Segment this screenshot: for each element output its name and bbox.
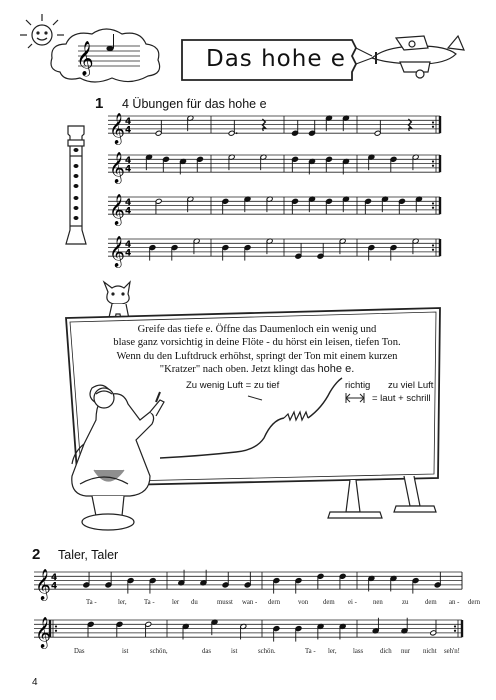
lyric-syllable: zu bbox=[402, 599, 409, 606]
board-line-3: Wenn du den Luftdruck erhöhst, springt der Ton mit einem kurzen bbox=[116, 350, 398, 362]
lyric-syllable: lass bbox=[353, 648, 364, 655]
treble-clef-icon: 𝄞 bbox=[109, 113, 125, 145]
lyric-syllable: ist bbox=[122, 648, 129, 655]
lyric-syllable: an - bbox=[449, 599, 460, 606]
lyric-syllable: ist bbox=[231, 648, 238, 655]
lyric-syllable: musst bbox=[217, 599, 233, 606]
lyric-syllable: das bbox=[202, 648, 212, 655]
lyric-syllable: dich bbox=[380, 648, 392, 655]
lyric-syllable: seh'n! bbox=[444, 648, 460, 655]
lyric-syllable: ler bbox=[172, 599, 180, 606]
lyric-syllable: dern bbox=[468, 599, 481, 606]
board-explanation bbox=[98, 323, 416, 376]
lyric-syllable: ler, bbox=[328, 648, 337, 655]
label-too-much-air: zu viel Luft bbox=[388, 380, 434, 391]
treble-clef-icon: 𝄞 bbox=[35, 569, 51, 601]
page-title: Das hohe e bbox=[206, 46, 346, 72]
lyric-syllable: dem bbox=[323, 599, 335, 606]
lyric-syllable: nen bbox=[373, 599, 383, 606]
time-signature: 4 bbox=[125, 240, 132, 251]
section-2-title: Taler, Taler bbox=[58, 548, 119, 562]
section-1-number: 1 bbox=[95, 95, 104, 112]
treble-clef-icon: 𝄞 bbox=[76, 41, 94, 76]
lyric-syllable: von bbox=[298, 599, 309, 606]
lyric-syllable: wan - bbox=[242, 599, 258, 606]
lyric-syllable: nicht bbox=[423, 648, 437, 655]
board-line-4 bbox=[98, 363, 416, 376]
board-line-2: blase ganz vorsichtig in deine Flöte - du hörst ein leisen, tiefen Ton. bbox=[113, 337, 401, 349]
board-line-4-text: "Kratzer" nach oben. Jetzt klingt das bbox=[159, 363, 315, 375]
lyric-syllable: ei - bbox=[348, 599, 357, 606]
lyric-syllable: Ta - bbox=[86, 599, 97, 606]
lyric-syllable: Das bbox=[74, 648, 85, 655]
time-signature: 4 bbox=[51, 581, 58, 592]
treble-clef-icon: 𝄞 bbox=[109, 194, 125, 226]
lyric-syllable: Ta - bbox=[305, 648, 316, 655]
label-loud-shrill: = laut + schrill bbox=[372, 393, 431, 404]
lyric-syllable: schön, bbox=[150, 648, 168, 655]
section-1-title: 4 Übungen für das hohe e bbox=[122, 97, 267, 111]
time-signature: 4 bbox=[125, 248, 132, 259]
lyric-syllable: dern bbox=[268, 599, 281, 606]
time-signature: 4 bbox=[125, 125, 132, 136]
treble-clef-icon: 𝄞 bbox=[109, 152, 125, 184]
section-2-number: 2 bbox=[32, 546, 41, 563]
page-number: 4 bbox=[32, 677, 38, 688]
lyric-syllable: dem bbox=[425, 599, 437, 606]
label-too-little-air: Zu wenig Luft = zu tief bbox=[186, 380, 280, 391]
time-signature: 4 bbox=[125, 164, 132, 175]
time-signature: 4 bbox=[125, 206, 132, 217]
label-correct: richtig bbox=[345, 380, 371, 391]
board-line-4-emphasis: hohe e. bbox=[317, 362, 355, 375]
board-line-1: Greife das tiefe e. Öffne das Daumenloch ein wenig und bbox=[137, 324, 377, 335]
lyric-syllable: ler, bbox=[118, 599, 127, 606]
treble-clef-icon: 𝄞 bbox=[35, 617, 51, 649]
time-signature: 4 bbox=[125, 156, 132, 167]
treble-clef-icon: 𝄞 bbox=[109, 236, 125, 268]
lyric-syllable: du bbox=[191, 599, 198, 606]
lyric-syllable: schön. bbox=[258, 648, 276, 655]
time-signature: 4 bbox=[125, 117, 132, 128]
time-signature: 4 bbox=[125, 198, 132, 209]
lyric-syllable: nur bbox=[401, 648, 411, 655]
lyric-syllable: Ta - bbox=[144, 599, 155, 606]
time-signature: 4 bbox=[51, 573, 58, 584]
